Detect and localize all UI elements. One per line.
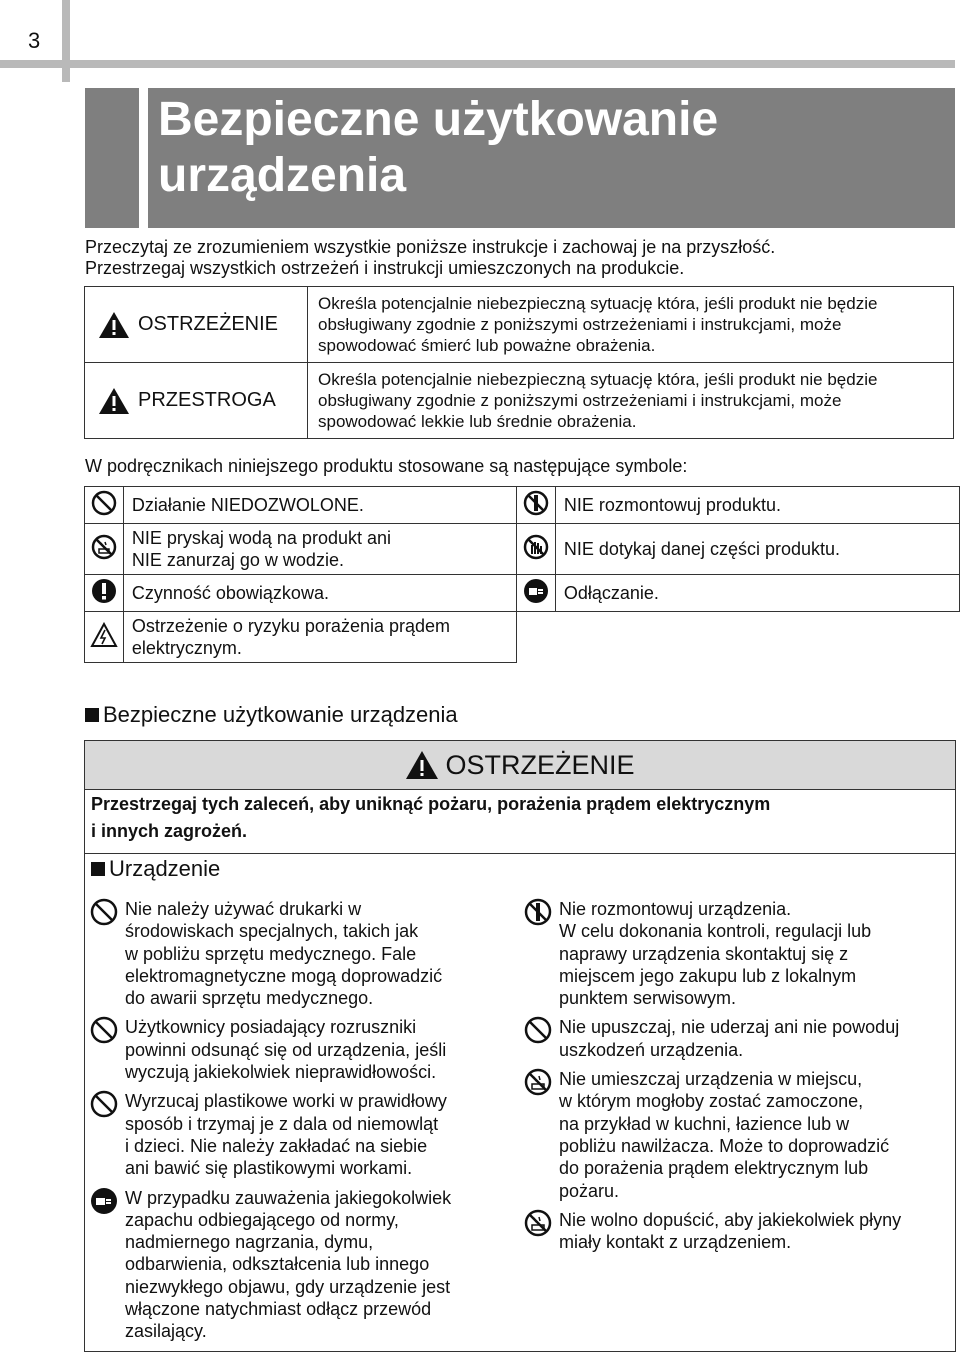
electric-shock-icon bbox=[90, 622, 118, 648]
symbol-no-touch-text: NIE dotykaj danej części produktu. bbox=[555, 524, 959, 575]
page-number: 3 bbox=[28, 28, 41, 53]
device-subheading-text: Urządzenie bbox=[109, 856, 221, 881]
no-disassemble-icon bbox=[523, 898, 553, 926]
warning-right-column bbox=[523, 898, 953, 1260]
no-water-icon bbox=[523, 1209, 553, 1237]
legend-row-warning bbox=[85, 287, 954, 363]
hazard-legend-table bbox=[84, 286, 954, 439]
legend-row-caution bbox=[85, 363, 954, 439]
prohibited-icon bbox=[89, 1090, 119, 1118]
mandatory-action-icon bbox=[91, 578, 117, 604]
square-bullet-icon bbox=[85, 708, 99, 722]
unplug-icon bbox=[89, 1187, 119, 1215]
no-touch-icon bbox=[523, 534, 549, 560]
page-title: Bezpieczne użytkowanie urządzenia bbox=[158, 93, 719, 202]
prohibited-icon bbox=[91, 490, 117, 516]
symbol-no-disassemble-text: NIE rozmontowuj produktu. bbox=[555, 487, 959, 524]
legend-caution-desc: Określa potencjalnie niebezpieczną sytuację która, jeśli produkt nie będzie obsługiwany zgodnie z poniższymi ostrzeżeniami i instrukcjami, może spowodować lekkie lub średnie obrażenia. bbox=[308, 363, 954, 439]
list-item-text: W przypadku zauważenia jakiegokolwiek zapachu odbiegającego od normy, nadmiernego nagrzania, dymu, odbarwienia, odkształcenia lub innego niezwykłego objawu, gdy urządzenie jest włączone natychmiast odłącz przewód zasilający. bbox=[125, 1187, 452, 1342]
symbol-mandatory-text: Czynność obowiązkowa. bbox=[123, 575, 516, 612]
list-item-text: Nie należy używać drukarki w środowiskach specjalnych, takich jak w pobliżu sprzętu medycznego. Fale elektromagnetyczne mogą doprowadzić do awarii sprzętu medycznego. bbox=[125, 899, 443, 1009]
list-item-text: Wyrzucaj plastikowe worki w prawidłowy sposób i trzymaj je z dala od niemowląt i dzieci. Nie należy zakładać na siebie ani bawić się plastikowymi workami. bbox=[125, 1091, 447, 1179]
list-item bbox=[523, 898, 953, 1009]
list-item-text: Nie umieszczaj urządzenia w miejscu, w którym mogłoby zostać zamoczone, na przykład w kuchni, łazience lub w pobliżu nawilżacza. Może to doprowadzić do porażenia prądem elektrycznym lub pożaru. bbox=[559, 1069, 890, 1201]
symbols-row bbox=[85, 487, 960, 524]
square-bullet-icon bbox=[91, 862, 105, 876]
warning-triangle-icon bbox=[98, 311, 130, 339]
prohibited-icon bbox=[89, 1016, 119, 1044]
list-item bbox=[89, 1016, 509, 1083]
warning-box-header-text: OSTRZEŻENIE bbox=[445, 749, 635, 780]
intro-line-1: Przeczytaj ze zrozumieniem wszystkie poniższe instrukcje i zachowaj je na przyszłość. bbox=[85, 237, 776, 257]
prohibited-icon bbox=[523, 1016, 553, 1044]
legend-caution-label: PRZESTROGA bbox=[138, 389, 276, 411]
list-item bbox=[523, 1209, 953, 1254]
list-item-text: Nie rozmontowuj urządzenia. W celu dokonania kontroli, regulacji lub naprawy urządzenia skontaktuj się z miejscem jego zakupu lub z lokalnym punktem serwisowym. bbox=[559, 899, 872, 1009]
list-item bbox=[89, 1187, 509, 1343]
device-subheading bbox=[85, 853, 955, 882]
section-heading-text: Bezpieczne użytkowanie urządzenia bbox=[103, 702, 458, 727]
no-water-icon bbox=[523, 1068, 553, 1096]
symbol-electric-text: Ostrzeżenie o ryzyku porażenia prądem elektrycznym. bbox=[123, 612, 516, 663]
warning-box-intro: Przestrzegaj tych zaleceń, aby uniknąć pożaru, porażenia prądem elektrycznym i innych zagrożeń. bbox=[91, 794, 771, 841]
legend-caution-cell bbox=[85, 363, 308, 439]
prohibited-icon bbox=[89, 898, 119, 926]
warning-triangle-icon bbox=[405, 750, 439, 780]
symbols-row bbox=[85, 612, 960, 663]
warning-box bbox=[84, 740, 956, 1352]
unplug-icon bbox=[523, 578, 549, 604]
no-disassemble-icon bbox=[523, 490, 549, 516]
intro-line-2: Przestrzegaj wszystkich ostrzeżeń i instrukcji umieszczonych na produkcie. bbox=[85, 258, 685, 278]
legend-warning-label: OSTRZEŻENIE bbox=[138, 313, 279, 335]
page-header-rule bbox=[0, 60, 955, 68]
symbol-prohibited-text: Działanie NIEDOZWOLONE. bbox=[123, 487, 516, 524]
list-item-text: Nie wolno dopuścić, aby jakiekolwiek płyny miały kontakt z urządzeniem. bbox=[559, 1209, 902, 1253]
list-item-text: Nie upuszczaj, nie uderzaj ani nie powoduj uszkodzeń urządzenia. bbox=[559, 1017, 900, 1060]
symbol-unplug-text: Odłączanie. bbox=[555, 575, 959, 612]
title-accent-block bbox=[85, 88, 139, 228]
list-item bbox=[89, 898, 509, 1009]
symbols-table bbox=[84, 486, 960, 663]
list-item bbox=[89, 1090, 509, 1179]
caution-triangle-icon bbox=[98, 387, 130, 415]
section-heading bbox=[85, 702, 458, 728]
legend-warning-desc: Określa potencjalnie niebezpieczną sytuację która, jeśli produkt nie będzie obsługiwany zgodnie z poniższymi ostrzeżeniami i instrukcjami, może spowodować śmierć lub poważne obrażenia. bbox=[308, 287, 954, 363]
list-item-text: Użytkownicy posiadający rozruszniki powinni odsunąć się od urządzenia, jeśli wyczują jakiekolwiek nieprawidłowości. bbox=[125, 1017, 447, 1083]
list-item bbox=[523, 1068, 953, 1202]
warning-left-column bbox=[89, 898, 509, 1350]
symbols-row bbox=[85, 524, 960, 575]
warning-box-header bbox=[85, 741, 955, 790]
no-water-icon bbox=[91, 534, 117, 560]
symbols-intro: W podręcznikach niniejszego produktu stosowane są następujące symbole: bbox=[85, 456, 688, 476]
page-header-rule-vertical bbox=[62, 0, 70, 82]
legend-warning-cell bbox=[85, 287, 308, 363]
symbol-no-water-text: NIE pryskaj wodą na produkt ani NIE zanurzaj go w wodzie. bbox=[123, 524, 516, 575]
symbols-row bbox=[85, 575, 960, 612]
list-item bbox=[523, 1016, 953, 1061]
intro-text bbox=[85, 237, 775, 279]
